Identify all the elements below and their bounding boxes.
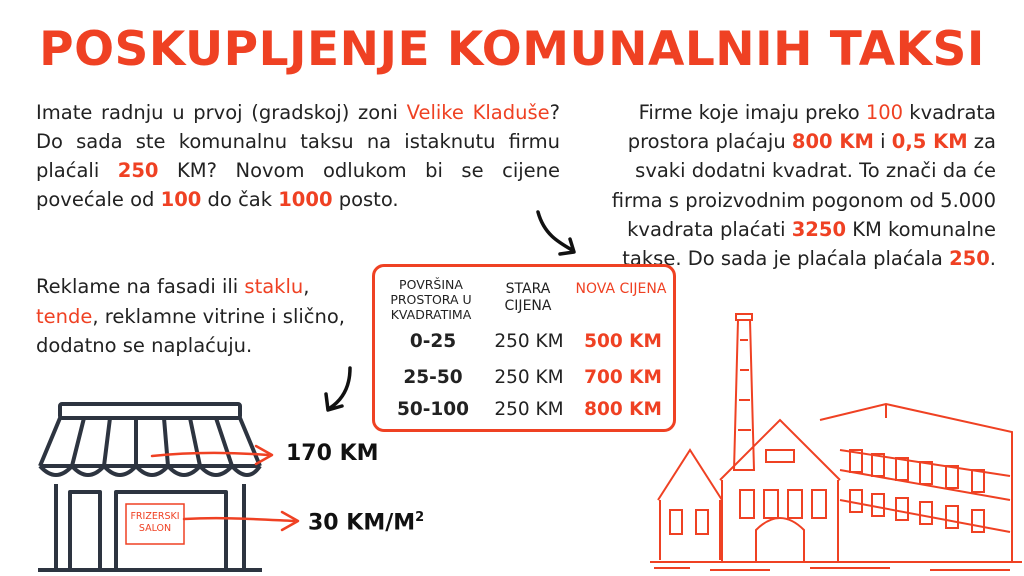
row-range: 0-25: [409, 331, 457, 352]
sign-price: 30 $KM/M^2$: [308, 510, 425, 536]
factory-illustration: [650, 300, 1022, 576]
shop-icon: [34, 400, 266, 576]
row-new-price: 700 KM: [584, 367, 662, 388]
row-range: 50-100: [396, 399, 470, 420]
curved-arrow-icon: [532, 208, 582, 264]
header-area: POVRŠINA PROSTORA U KVADRATIMA: [390, 277, 472, 322]
percent-to: 1000: [278, 188, 333, 211]
row-range: 25-50: [403, 367, 463, 388]
shop-sign-line2: SALON: [138, 523, 172, 534]
price-table: [372, 264, 676, 432]
area-threshold: 100: [865, 101, 904, 124]
total-price: 3250: [791, 217, 847, 241]
extra-price: 0,5 KM: [891, 130, 968, 154]
intro-paragraph: Imate radnju u prvoj (gradskoj) zoni Velike Kladuše? Do sada ste komunalnu taksu na istaknutu firmu plaćali 250 KM? Novom odlukom bi se cijene povećale od 100 do čak 1000 posto.: [36, 101, 561, 211]
percent-from: 100: [160, 188, 202, 211]
row-old-price: 250 KM: [494, 399, 564, 420]
shop-sign-line1: FRIZERSKI: [130, 511, 180, 522]
header-old-price: STARA CIJENA: [504, 281, 552, 314]
row-new-price: 500 KM: [584, 331, 662, 352]
awnings-word: tende: [36, 304, 93, 328]
row-new-price: 800 KM: [584, 399, 662, 420]
arrow-right-icon: [182, 505, 304, 535]
page-title: POSKUPLJENJE KOMUNALNIH TAKSI: [39, 22, 985, 77]
header-new-price: NOVA CIJENA: [575, 281, 667, 297]
arrow-right-icon: [150, 440, 280, 470]
row-old-price: 250 KM: [494, 331, 564, 352]
glass-word: staklu: [244, 275, 304, 298]
shop-sign: [127, 511, 183, 535]
ads-paragraph: Reklame na fasadi ili staklu, tende, reklamne vitrine i slično, dodatno se naplaćuju.: [36, 275, 345, 357]
large-price: 800 KM: [791, 130, 874, 154]
city-name: Velike Kladuše: [406, 101, 550, 124]
awning-price: 170 KM: [286, 441, 379, 466]
old-price-value: 250: [117, 159, 159, 182]
large-firms-paragraph: Firme koje imaju preko 100 kvadrata prostora plaćaju 800 KM i 0,5 KM za svaki dodatni kvadrat. To znači da će firma s proizvodnim pogonom od 5.000 kvadrata plaćati 3250 KM komunalne takse. Do sada je plaćala plaćala 250.: [611, 101, 996, 271]
old-total: 250: [949, 247, 990, 271]
curved-arrow-icon: [320, 366, 360, 414]
row-old-price: 250 KM: [494, 367, 564, 388]
